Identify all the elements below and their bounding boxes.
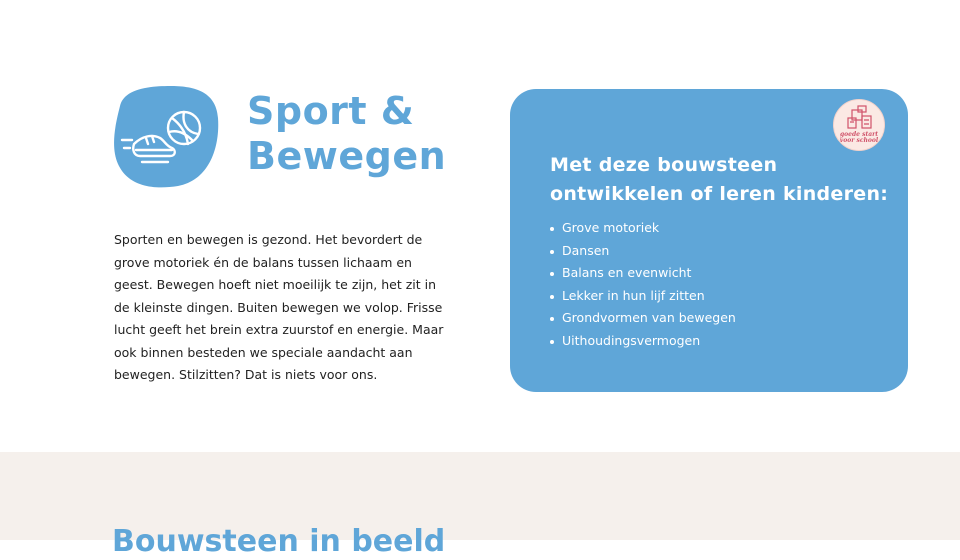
intro-line: lucht geeft het brein extra zuurstof en energie. Maar	[114, 322, 444, 337]
intro-line: de kleinste dingen. Buiten bewegen we volop. Frisse	[114, 299, 443, 315]
bouwsteen-in-beeld-section	[0, 452, 960, 559]
volleyball-shoe-icon	[112, 84, 220, 188]
intro-line: ook binnen besteden we speciale aandacht aan	[114, 344, 413, 360]
page-title-line-1: Sport &	[247, 89, 415, 133]
goede-start-voor-school-badge	[833, 99, 885, 151]
list-item: Lekker in hun lijf zitten	[550, 285, 736, 308]
learning-goals-card	[510, 89, 908, 392]
card-title	[550, 151, 888, 209]
list-item: Grondvormen van bewegen	[550, 307, 736, 330]
list-item: Grove motoriek	[550, 217, 736, 240]
badge-label-line-1: goede start	[839, 131, 879, 138]
intro-line: geest. Bewegen hoeft niet moeilijk te zijn, het zit in	[114, 277, 437, 292]
learning-goals-list	[550, 217, 736, 352]
list-item: Dansen	[550, 240, 736, 263]
list-item: Uithoudingsvermogen	[550, 330, 736, 353]
intro-paragraph	[114, 229, 454, 387]
page-title	[247, 89, 446, 179]
badge-label-line-2: voor school	[839, 137, 879, 144]
page-title-line-2: Bewegen	[247, 134, 447, 178]
intro-line: bewegen. Stilzitten? Dat is niets voor ons.	[114, 367, 378, 382]
card-title-line-2: ontwikkelen of leren kinderen:	[550, 183, 889, 205]
section-heading: Bouwsteen in beeld	[112, 524, 446, 559]
list-item: Balans en evenwicht	[550, 262, 736, 285]
card-title-line-1: Met deze bouwsteen	[550, 154, 778, 176]
intro-line: Sporten en bewegen is gezond. Het bevordert de	[114, 232, 423, 247]
intro-line: grove motoriek én de balans tussen lichaam en	[114, 254, 412, 270]
